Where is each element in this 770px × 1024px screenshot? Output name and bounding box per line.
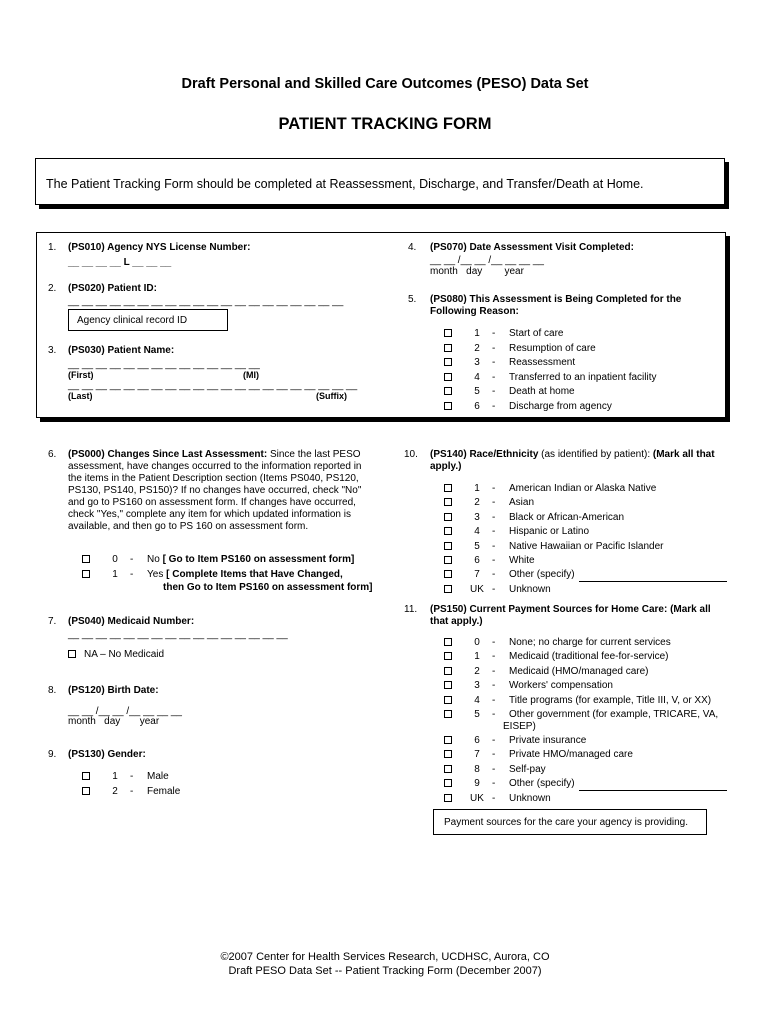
reason-option-5[interactable]: 5 - Death at home bbox=[444, 385, 744, 399]
checkbox[interactable] bbox=[444, 794, 452, 802]
ps070-label: (PS070) Date Assessment Visit Completed: bbox=[430, 242, 634, 253]
gender-option-1[interactable]: 1 - Male bbox=[82, 770, 382, 784]
checkbox[interactable] bbox=[444, 344, 452, 352]
race-option-6[interactable]: 6 - White bbox=[444, 554, 744, 568]
checkbox[interactable] bbox=[444, 556, 452, 564]
reason-option-1[interactable]: 1 - Start of care bbox=[444, 327, 744, 341]
race-option-3[interactable]: 3 - Black or African-American bbox=[444, 511, 744, 525]
specify-field[interactable] bbox=[579, 571, 727, 582]
item-number-10: 10. bbox=[404, 449, 418, 460]
checkbox[interactable] bbox=[444, 329, 452, 337]
birth-date-field[interactable]: __ __ /__ __ /__ __ __ __ bbox=[68, 706, 182, 717]
ps020-label: (PS020) Patient ID: bbox=[68, 283, 157, 294]
footer-form-line: Draft PESO Data Set -- Patient Tracking Form (December 2007) bbox=[228, 965, 542, 977]
patient-id-field[interactable]: __ __ __ __ __ __ __ __ __ __ __ __ __ __ __ __ __ __ __ __ bbox=[68, 296, 344, 307]
item-number-1: 1. bbox=[48, 242, 57, 253]
assessment-date-field[interactable]: __ __ /__ __ /__ __ __ __ bbox=[430, 255, 544, 266]
ps130-label: (PS130) Gender: bbox=[68, 749, 146, 760]
checkbox[interactable] bbox=[444, 527, 452, 535]
license-number-field[interactable]: __ __ __ __ L __ __ __ bbox=[68, 257, 172, 268]
changes-option-no[interactable]: 0 - No [ Go to Item PS160 on assessment form] bbox=[82, 553, 382, 567]
checkbox[interactable] bbox=[82, 555, 90, 563]
payment-source-note: Payment sources for the care your agency is providing. bbox=[433, 809, 707, 835]
race-option-7[interactable]: 7 - Other (specify) bbox=[444, 568, 744, 582]
payment-option-8[interactable]: 8 - Self-pay bbox=[444, 763, 744, 777]
checkbox[interactable] bbox=[444, 570, 452, 578]
ps140-label-line2: apply.) bbox=[430, 461, 462, 472]
copyright-line: ©2007 Center for Health Services Research, UCDHSC, Aurora, CO bbox=[220, 951, 550, 963]
payment-option-5[interactable]: 5 - Other government (for example, TRICARE, VA, bbox=[444, 708, 744, 722]
agency-record-note: Agency clinical record ID bbox=[68, 309, 228, 331]
checkbox[interactable] bbox=[444, 638, 452, 646]
birth-date-sublabel: month day year bbox=[68, 716, 160, 727]
item-number-4: 4. bbox=[408, 242, 417, 253]
payment-option-uk[interactable]: UK - Unknown bbox=[444, 792, 744, 806]
ps080-label-line2: Following Reason: bbox=[430, 306, 519, 317]
item-number-3: 3. bbox=[48, 345, 57, 356]
changes-option-yes-cont: then Go to Item PS160 on assessment form] bbox=[163, 582, 373, 593]
payment-option-4[interactable]: 4 - Title programs (for example, Title III, V, or XX) bbox=[444, 694, 744, 708]
payment-option-3[interactable]: 3 - Workers' compensation bbox=[444, 679, 744, 693]
suffix-label: (Suffix) bbox=[316, 391, 347, 401]
instruction-box bbox=[35, 158, 725, 205]
checkbox[interactable] bbox=[444, 765, 452, 773]
item-number-7: 7. bbox=[48, 616, 57, 627]
payment-option-9[interactable]: 9 - Other (specify) bbox=[444, 777, 744, 791]
checkbox[interactable] bbox=[68, 650, 76, 658]
item-number-6: 6. bbox=[48, 449, 57, 460]
payment-option-7[interactable]: 7 - Private HMO/managed care bbox=[444, 748, 744, 762]
reason-option-4[interactable]: 4 - Transferred to an inpatient facility bbox=[444, 371, 744, 385]
item-number-11: 11. bbox=[404, 604, 418, 615]
item-number-8: 8. bbox=[48, 685, 57, 696]
item-number-9: 9. bbox=[48, 749, 57, 760]
ps030-label: (PS030) Patient Name: bbox=[68, 345, 175, 356]
checkbox[interactable] bbox=[444, 696, 452, 704]
race-option-4[interactable]: 4 - Hispanic or Latino bbox=[444, 525, 744, 539]
reason-option-3[interactable]: 3 - Reassessment bbox=[444, 356, 744, 370]
ps000-text: (PS000) Changes Since Last Assessment: Since the last PESO assessment, have changes occurred to the information reported in the items in the Patient Description section (Items PS040, PS120, PS130, PS140, PS150)? If no changes have occurred, check "No" and go to PS160 on assessment form. If changes have occurred, check "Yes," complete any item for which updated information is available, and then go to PS 160 on assessment form. bbox=[68, 449, 362, 532]
payment-option-2[interactable]: 2 - Medicaid (HMO/managed care) bbox=[444, 665, 744, 679]
checkbox[interactable] bbox=[444, 402, 452, 410]
checkbox[interactable] bbox=[82, 772, 90, 780]
reason-option-6[interactable]: 6 - Discharge from agency bbox=[444, 400, 744, 414]
first-name-field[interactable]: __ __ __ __ __ __ __ __ __ __ __ __ __ __ bbox=[68, 359, 260, 370]
form-title: PATIENT TRACKING FORM bbox=[278, 115, 492, 133]
checkbox[interactable] bbox=[444, 779, 452, 787]
ps080-label: (PS080) This Assessment is Being Completed for the bbox=[430, 294, 682, 305]
ps150-label-line2: that apply.) bbox=[430, 616, 483, 627]
specify-field[interactable] bbox=[579, 780, 727, 791]
last-label: (Last) bbox=[68, 391, 93, 401]
checkbox[interactable] bbox=[444, 513, 452, 521]
assessment-date-sublabel: month day year bbox=[430, 266, 524, 277]
ps150-label: (PS150) Current Payment Sources for Home Care: (Mark all bbox=[430, 604, 711, 615]
payment-option-1[interactable]: 1 - Medicaid (traditional fee-for-service) bbox=[444, 650, 744, 664]
checkbox[interactable] bbox=[444, 710, 452, 718]
ps040-label: (PS040) Medicaid Number: bbox=[68, 616, 195, 627]
first-label: (First) bbox=[68, 370, 94, 380]
checkbox[interactable] bbox=[444, 387, 452, 395]
checkbox[interactable] bbox=[444, 750, 452, 758]
ps120-label: (PS120) Birth Date: bbox=[68, 685, 159, 696]
checkbox[interactable] bbox=[444, 667, 452, 675]
item-number-2: 2. bbox=[48, 283, 57, 294]
race-option-1[interactable]: 1 - American Indian or Alaska Native bbox=[444, 482, 744, 496]
checkbox[interactable] bbox=[444, 484, 452, 492]
race-option-2[interactable]: 2 - Asian bbox=[444, 496, 744, 510]
race-option-uk[interactable]: UK - Unknown bbox=[444, 583, 744, 597]
payment-option-6[interactable]: 6 - Private insurance bbox=[444, 734, 744, 748]
medicaid-number-field[interactable]: __ __ __ __ __ __ __ __ __ __ __ __ __ __ __ __ bbox=[68, 629, 288, 640]
race-option-5[interactable]: 5 - Native Hawaiian or Pacific Islander bbox=[444, 540, 744, 554]
checkbox[interactable] bbox=[444, 585, 452, 593]
reason-option-2[interactable]: 2 - Resumption of care bbox=[444, 342, 744, 356]
checkbox[interactable] bbox=[444, 358, 452, 366]
mi-label: (MI) bbox=[243, 370, 259, 380]
checkbox[interactable] bbox=[444, 498, 452, 506]
payment-option-0[interactable]: 0 - None; no charge for current services bbox=[444, 636, 744, 650]
document-title: Draft Personal and Skilled Care Outcomes (PESO) Data Set bbox=[181, 76, 589, 92]
ps010-label: (PS010) Agency NYS License Number: bbox=[68, 242, 251, 253]
checkbox[interactable] bbox=[444, 681, 452, 689]
checkbox[interactable] bbox=[444, 542, 452, 550]
no-medicaid-option[interactable]: NA – No Medicaid bbox=[68, 648, 268, 662]
last-name-field[interactable]: __ __ __ __ __ __ __ __ __ __ __ __ __ __ __ __ __ __ __ __ __ bbox=[68, 380, 358, 391]
checkbox[interactable] bbox=[444, 373, 452, 381]
checkbox[interactable] bbox=[82, 787, 90, 795]
gender-option-2[interactable]: 2 - Female bbox=[82, 785, 382, 799]
item-number-5: 5. bbox=[408, 294, 417, 305]
changes-option-yes[interactable]: 1 - Yes [ Complete Items that Have Changed, bbox=[82, 568, 382, 582]
instruction-text: The Patient Tracking Form should be completed at Reassessment, Discharge, and Transfer/Death at Home. bbox=[46, 177, 644, 191]
checkbox[interactable] bbox=[444, 652, 452, 660]
ps150-option-5-cont: EISEP) bbox=[503, 721, 536, 732]
ps140-label: (PS140) Race/Ethnicity (as identified by patient): (Mark all that bbox=[430, 449, 715, 460]
checkbox[interactable] bbox=[444, 736, 452, 744]
checkbox[interactable] bbox=[82, 570, 90, 578]
